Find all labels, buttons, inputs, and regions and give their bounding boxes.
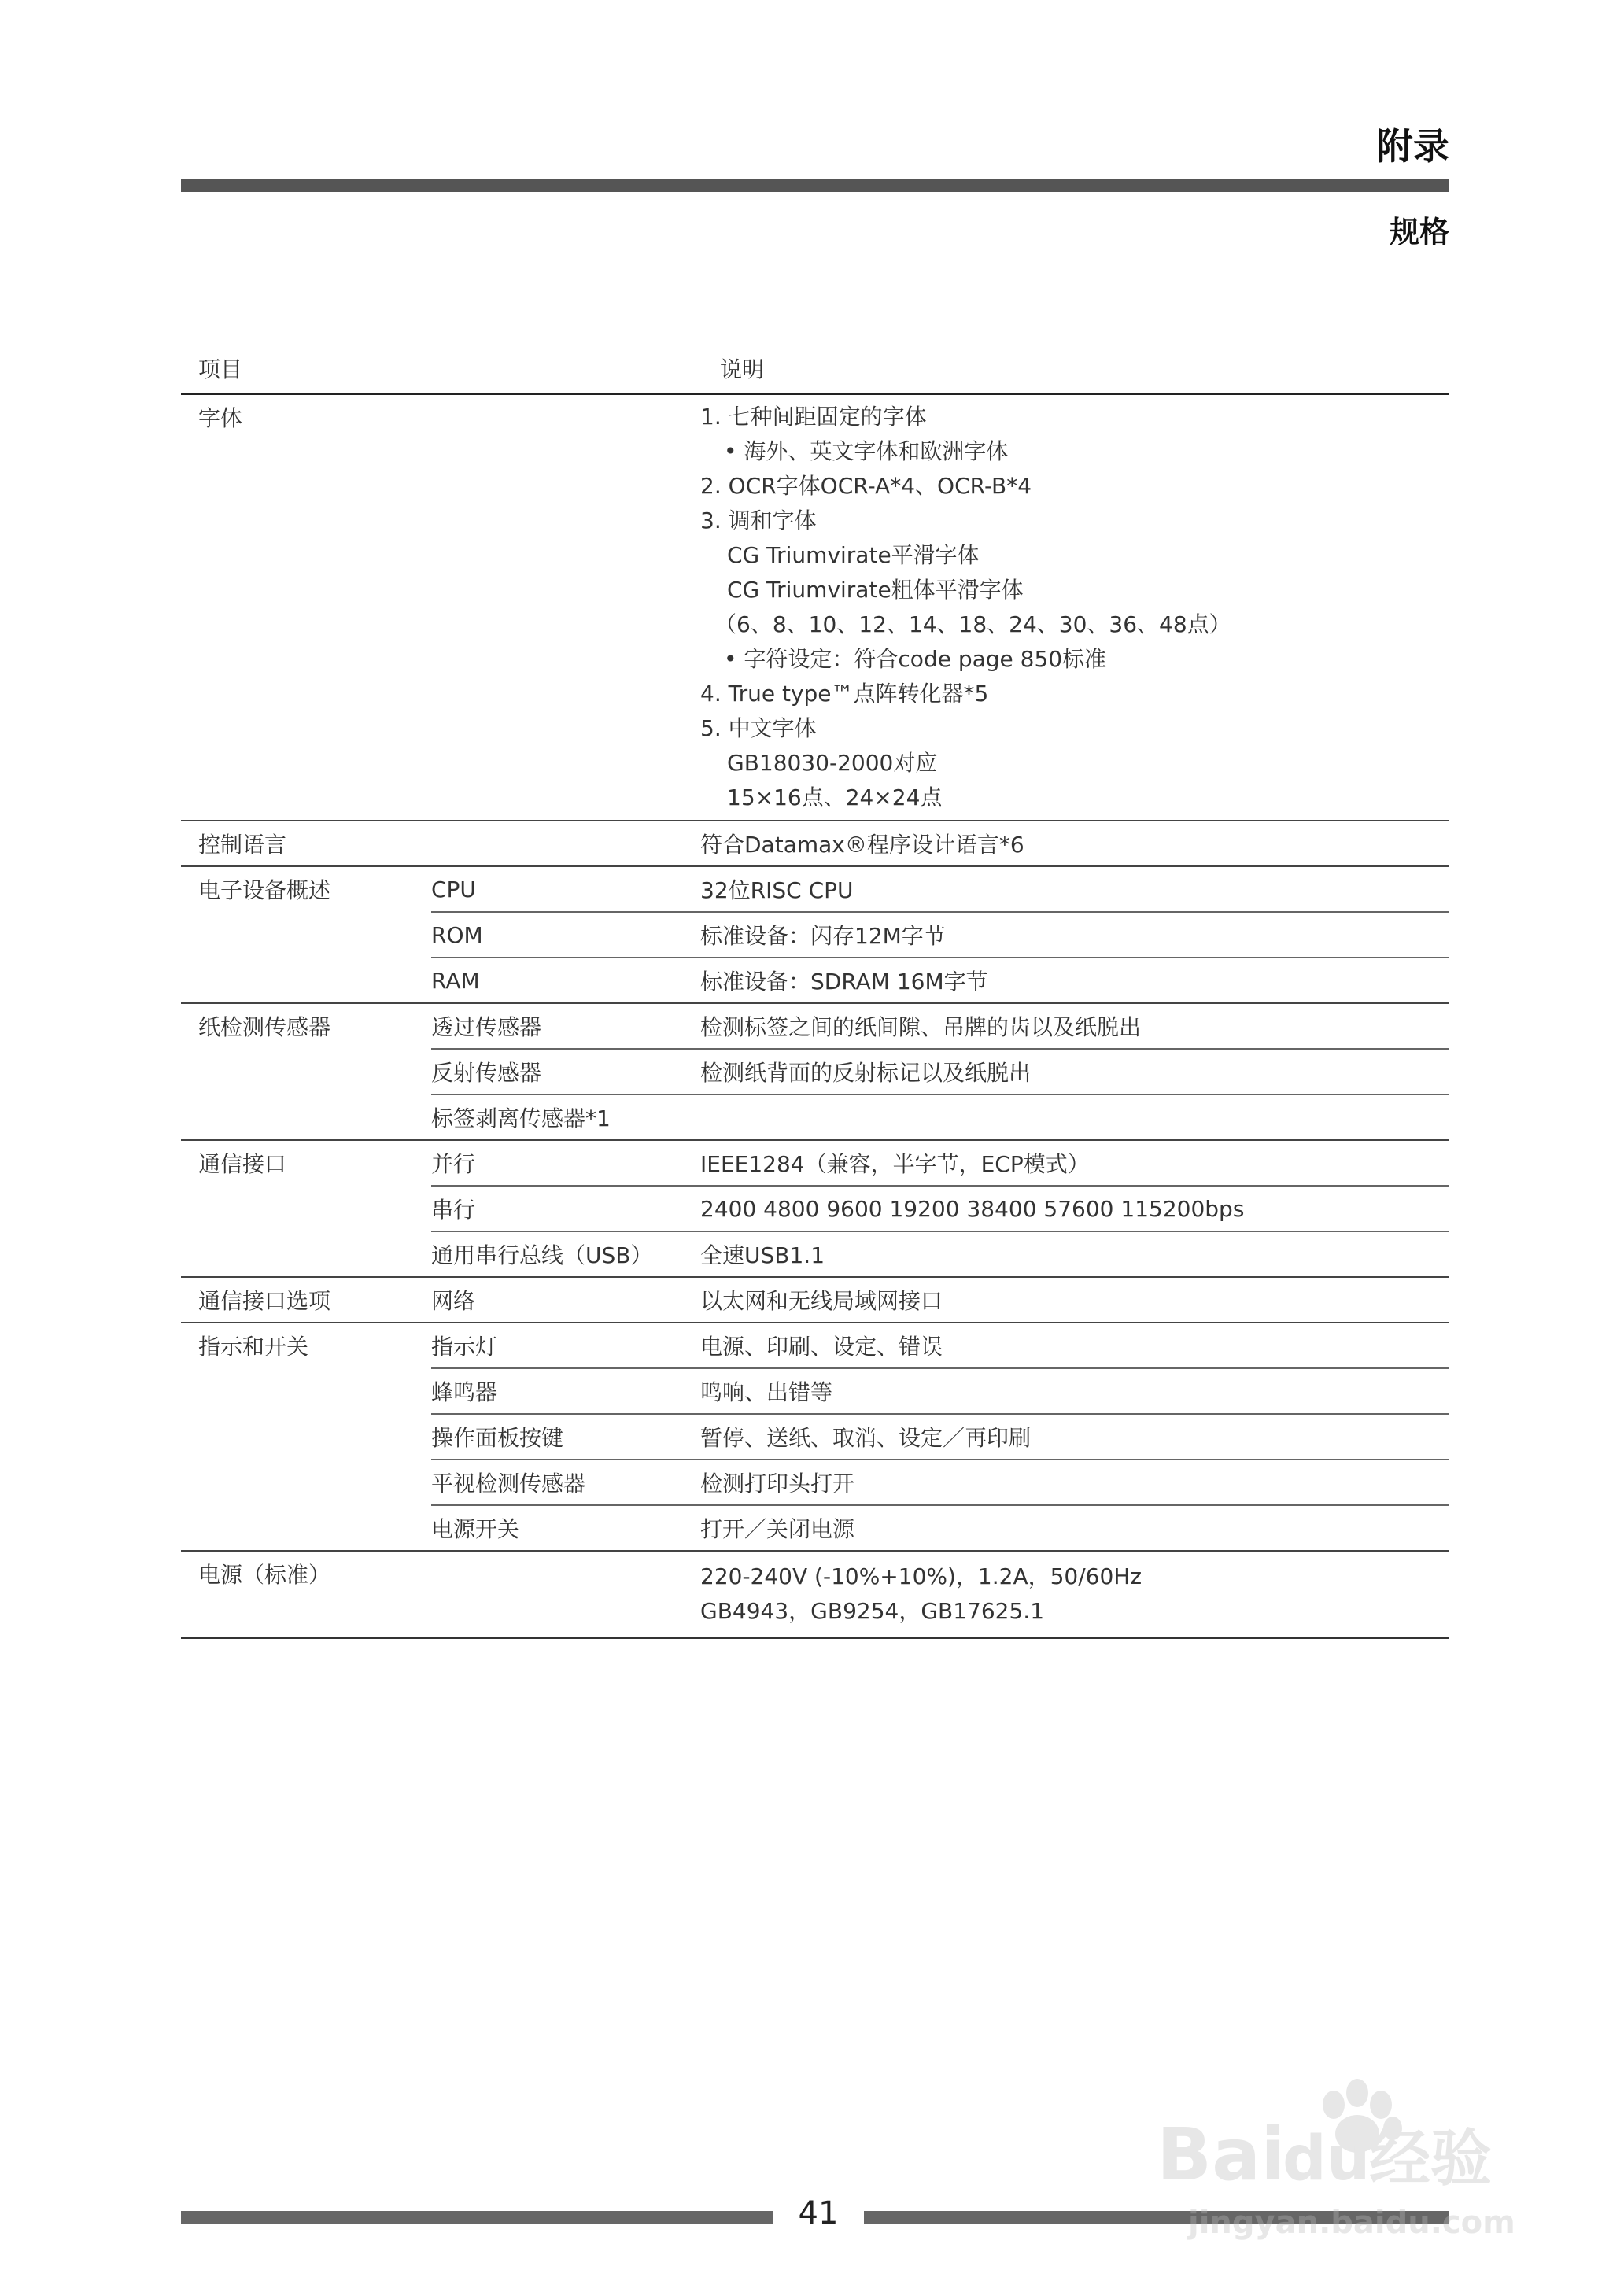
watermark-url: jingyan.baidu.com xyxy=(1188,2205,1515,2241)
font-line: CG Triumvirate平滑字体 xyxy=(727,542,980,568)
power-line: 220-240V (-10%+10%)，1.2A，50/60Hz xyxy=(700,1563,1142,1589)
row-sub: 指示灯 xyxy=(431,1334,498,1360)
table-row-power xyxy=(181,1552,1449,1639)
table-row-interface-options xyxy=(181,1278,1449,1323)
row-sub: 透过传感器 xyxy=(431,1014,542,1040)
table-row-paper-sensors xyxy=(181,1004,1449,1141)
font-line: 1. 七种间距固定的字体 xyxy=(700,404,927,430)
row-sub: 平视检测传感器 xyxy=(431,1471,586,1497)
font-line: GB18030-2000对应 xyxy=(727,750,938,776)
row-desc: 检测打印头打开 xyxy=(700,1471,855,1497)
row-desc: 电源、印刷、设定、错误 xyxy=(700,1334,943,1360)
font-description xyxy=(700,395,1449,820)
table-row-control-language xyxy=(181,821,1449,867)
row-desc: IEEE1284（兼容，半字节，ECP模式） xyxy=(700,1151,1090,1177)
row-sub: 网络 xyxy=(431,1288,476,1314)
font-line: 2. OCR字体OCR-A*4、OCR-B*4 xyxy=(700,473,1032,499)
font-line: （6、8、10、12、14、18、24、30、36、48点） xyxy=(714,611,1231,637)
baidu-watermark xyxy=(1157,2061,1534,2250)
font-line: • 字符设定：符合code page 850标准 xyxy=(724,646,1107,672)
row-label: 通信接口 xyxy=(198,1151,287,1177)
font-line: CG Triumvirate粗体平滑字体 xyxy=(727,577,1024,603)
table-row-interfaces xyxy=(181,1141,1449,1278)
chapter-title: 附录 xyxy=(1377,125,1449,168)
row-label: 电子设备概述 xyxy=(198,877,331,903)
row-label: 控制语言 xyxy=(198,832,287,858)
col-header-description: 说明 xyxy=(720,356,765,382)
font-line: 3. 调和字体 xyxy=(700,507,817,533)
table-row-indicators xyxy=(181,1323,1449,1552)
row-desc: 标准设备：SDRAM 16M字节 xyxy=(700,969,988,995)
row-desc: 符合Datamax®程序设计语言*6 xyxy=(700,832,1024,858)
row-desc: 检测标签之间的纸间隙、吊牌的齿以及纸脱出 xyxy=(700,1014,1142,1040)
table-row-font xyxy=(181,395,1449,821)
row-desc: 暂停、送纸、取消、设定／再印刷 xyxy=(700,1425,1032,1451)
row-sub: 电源开关 xyxy=(431,1516,520,1542)
row-desc: 以太网和无线局域网接口 xyxy=(700,1288,943,1314)
row-desc: 2400 4800 9600 19200 38400 57600 115200bps xyxy=(700,1195,1245,1222)
row-desc: 打开／关闭电源 xyxy=(700,1516,855,1542)
row-label: 纸检测传感器 xyxy=(198,1014,331,1040)
section-title: 规格 xyxy=(1389,215,1449,249)
row-desc: 32位RISC CPU xyxy=(700,877,854,903)
row-sub: 蜂鸣器 xyxy=(431,1379,498,1405)
row-desc: 检测纸背面的反射标记以及纸脱出 xyxy=(700,1060,1032,1086)
row-sub: 通用串行总线（USB） xyxy=(431,1242,653,1268)
footer-rule-left xyxy=(181,2211,773,2224)
row-sub: 并行 xyxy=(431,1151,476,1177)
row-desc: 全速USB1.1 xyxy=(700,1242,825,1268)
watermark-brand: Bai xyxy=(1157,2113,1286,2197)
font-line: • 海外、英文字体和欧洲字体 xyxy=(724,438,1009,464)
spec-table xyxy=(181,346,1449,1639)
font-line: 15×16点、24×24点 xyxy=(727,784,943,810)
watermark-brand-2: du xyxy=(1283,2124,1371,2194)
page-number: 41 xyxy=(798,2195,839,2231)
row-label: 电源（标准） xyxy=(198,1562,331,1588)
row-sub: CPU xyxy=(431,876,476,902)
row-label: 字体 xyxy=(198,405,243,431)
row-sub: 串行 xyxy=(431,1197,476,1223)
row-label: 指示和开关 xyxy=(198,1334,309,1360)
power-line: GB4943，GB9254，GB17625.1 xyxy=(700,1598,1045,1624)
table-header xyxy=(181,346,1449,395)
watermark-brand-3: 经验 xyxy=(1369,2124,1493,2194)
row-label: 通信接口选项 xyxy=(198,1288,331,1314)
row-desc: 标准设备：闪存12M字节 xyxy=(700,923,946,949)
font-line: 4. True type™点阵转化器*5 xyxy=(700,681,989,707)
row-sub: 操作面板按键 xyxy=(431,1425,564,1451)
row-sub: RAM xyxy=(431,967,480,994)
row-sub: 反射传感器 xyxy=(431,1060,542,1086)
table-row-electronics xyxy=(181,867,1449,1004)
col-header-item: 项目 xyxy=(198,356,243,382)
top-rule xyxy=(181,179,1449,192)
font-line: 5. 中文字体 xyxy=(700,715,817,741)
row-sub: ROM xyxy=(431,921,483,948)
row-desc: 鸣响、出错等 xyxy=(700,1379,833,1405)
row-sub: 标签剥离传感器*1 xyxy=(431,1105,611,1131)
